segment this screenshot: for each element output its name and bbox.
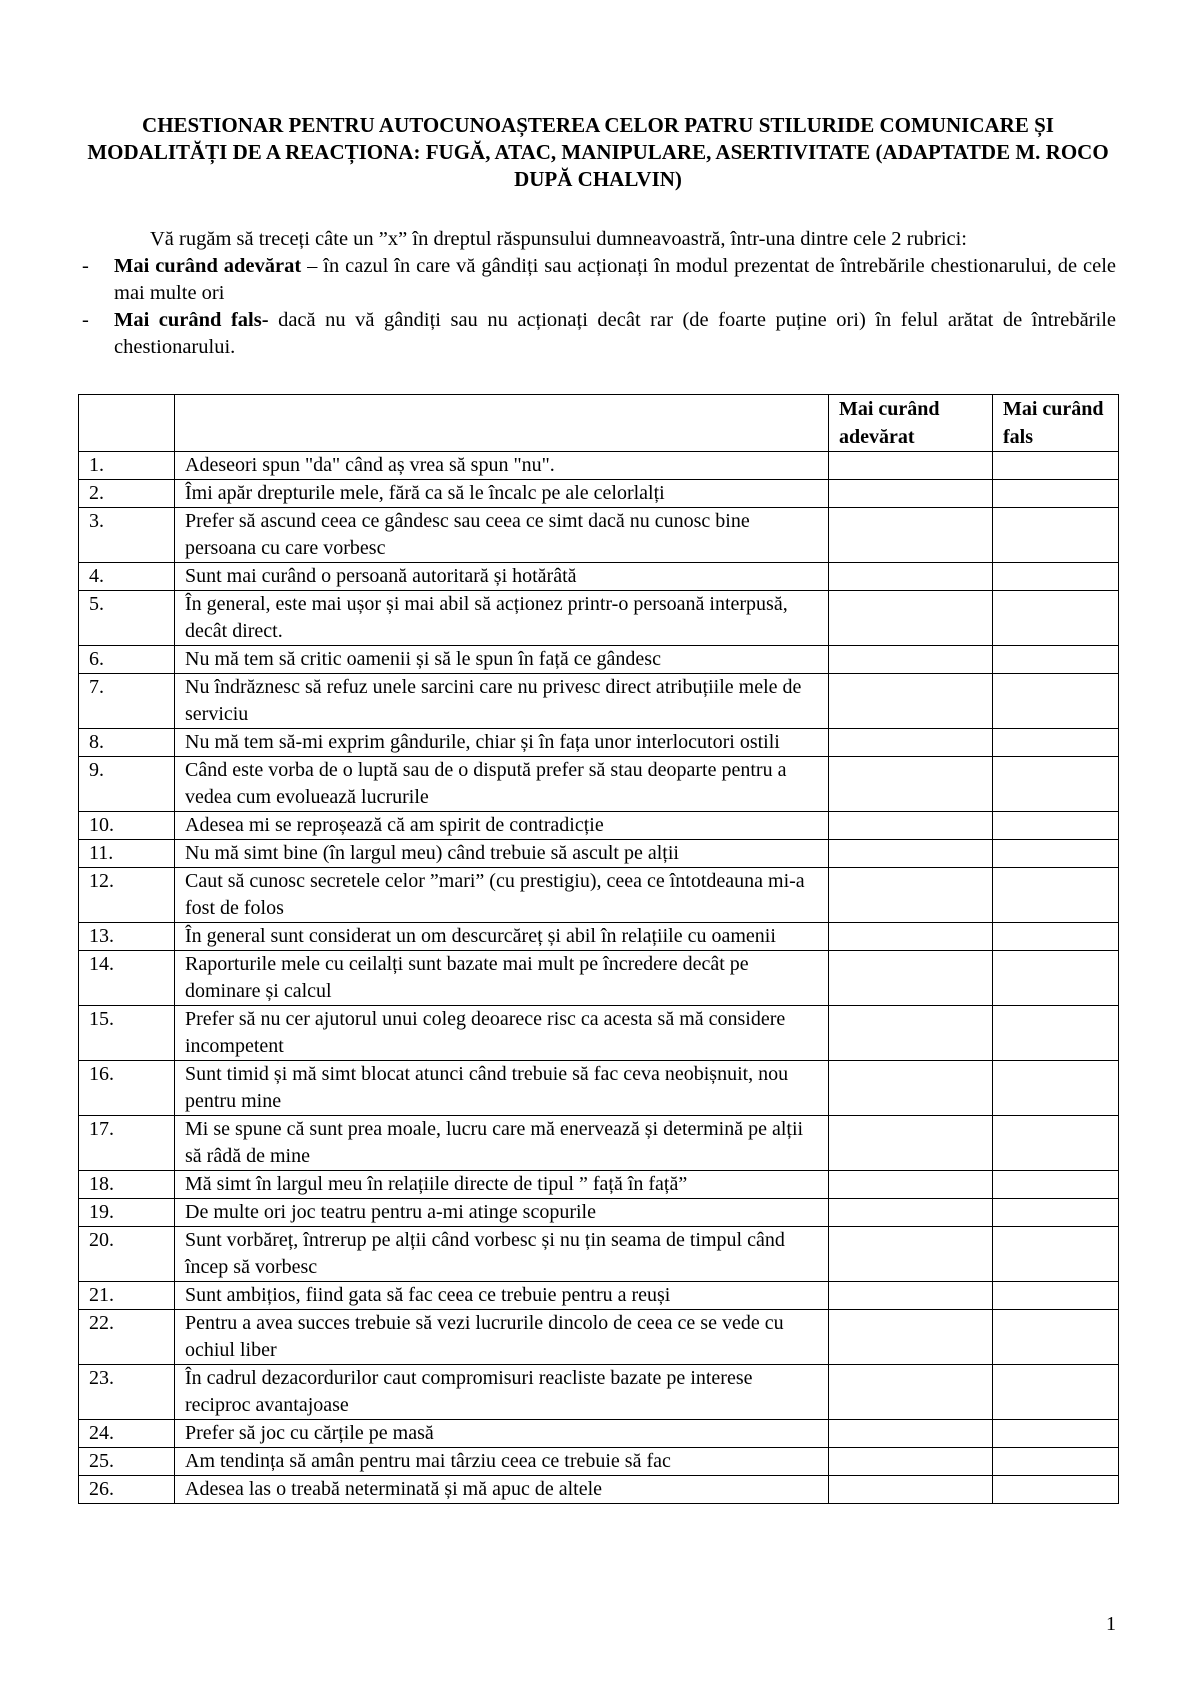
header-false: Mai curând fals (993, 395, 1119, 452)
table-row (79, 1448, 1119, 1476)
answer-false-cell[interactable] (993, 1310, 1119, 1365)
question-number: 9. (79, 757, 175, 812)
answer-true-cell[interactable] (829, 1227, 993, 1282)
answer-false-cell[interactable] (993, 1199, 1119, 1227)
question-number: 7. (79, 674, 175, 729)
table-row (79, 757, 1119, 812)
question-text: În general, este mai ușor și mai abil să acționez printr-o persoană interpusă, decât direct. (175, 591, 829, 646)
answer-true-cell[interactable] (829, 480, 993, 508)
bullet-label: Mai curând fals- (114, 309, 269, 331)
question-text: Pentru a avea succes trebuie să vezi lucrurile dincolo de ceea ce se vede cu ochiul liber (175, 1310, 829, 1365)
answer-false-cell[interactable] (993, 1116, 1119, 1171)
question-number: 15. (79, 1006, 175, 1061)
table-row (79, 1476, 1119, 1504)
answer-false-cell[interactable] (993, 646, 1119, 674)
answer-false-cell[interactable] (993, 508, 1119, 563)
table-row (79, 1365, 1119, 1420)
answer-false-cell[interactable] (993, 1282, 1119, 1310)
table-row (79, 729, 1119, 757)
question-number: 18. (79, 1171, 175, 1199)
document-title: CHESTIONAR PENTRU AUTOCUNOAȘTEREA CELOR PATRU STILURIDE COMUNICARE ȘI MODALITĂȚI DE A REACȚIONA: FUGĂ, ATAC, MANIPULARE, ASERTIVITATE (ADAPTATDE M. ROCO DUPĂ CHALVIN) (87, 113, 1109, 191)
table-row (79, 1282, 1119, 1310)
table-row (79, 1227, 1119, 1282)
answer-true-cell[interactable] (829, 840, 993, 868)
question-text: Îmi apăr drepturile mele, fără ca să le încalc pe ale celorlalți (175, 480, 829, 508)
question-text: Nu îndrăznesc să refuz unele sarcini care nu privesc direct atribuțiile mele de serviciu (175, 674, 829, 729)
table-row (79, 674, 1119, 729)
header-statement (175, 395, 829, 452)
table-header-row (79, 395, 1119, 452)
answer-true-cell[interactable] (829, 729, 993, 757)
answer-true-cell[interactable] (829, 1476, 993, 1504)
question-number: 24. (79, 1420, 175, 1448)
question-number: 12. (79, 868, 175, 923)
table-row (79, 452, 1119, 480)
bullet-dash: - (82, 255, 89, 277)
question-number: 10. (79, 812, 175, 840)
answer-false-cell[interactable] (993, 1420, 1119, 1448)
question-text: În general sunt considerat un om descurcăreț și abil în relațiile cu oamenii (175, 923, 829, 951)
table-row (79, 1420, 1119, 1448)
question-number: 4. (79, 563, 175, 591)
answer-false-cell[interactable] (993, 480, 1119, 508)
table-row (79, 480, 1119, 508)
bullet-text: – în cazul în care vă gândiți sau acționați în modul prezentat de întrebările chestionarului, de cele mai multe ori (114, 255, 1117, 304)
question-text: Sunt ambițios, fiind gata să fac ceea ce trebuie pentru a reuși (175, 1282, 829, 1310)
answer-true-cell[interactable] (829, 674, 993, 729)
answer-false-cell[interactable] (993, 1476, 1119, 1504)
question-text: Sunt mai curând o persoană autoritară și hotărâtă (175, 563, 829, 591)
answer-true-cell[interactable] (829, 1448, 993, 1476)
question-text: Mă simt în largul meu în relațiile directe de tipul ” față în față” (175, 1171, 829, 1199)
table-row (79, 840, 1119, 868)
question-text: Nu mă simt bine (în largul meu) când trebuie să ascult pe alții (175, 840, 829, 868)
question-number: 17. (79, 1116, 175, 1171)
answer-true-cell[interactable] (829, 1199, 993, 1227)
table-row (79, 1006, 1119, 1061)
question-number: 1. (79, 452, 175, 480)
table-row (79, 1061, 1119, 1116)
answer-false-cell[interactable] (993, 452, 1119, 480)
answer-false-cell[interactable] (993, 729, 1119, 757)
answer-false-cell[interactable] (993, 563, 1119, 591)
question-text: Prefer să nu cer ajutorul unui coleg deoarece risc ca acesta să mă considere incompetent (175, 1006, 829, 1061)
question-number: 16. (79, 1061, 175, 1116)
question-text: Nu mă tem să-mi exprim gândurile, chiar și în fața unor interlocutori ostili (175, 729, 829, 757)
table-row (79, 508, 1119, 563)
header-true: Mai curând adevărat (829, 395, 993, 452)
question-text: Raporturile mele cu ceilalți sunt bazate mai mult pe încredere decât pe dominare și calcul (175, 951, 829, 1006)
bullet-text: dacă nu vă gândiți sau nu acționați decât rar (de foarte puține ori) în felul arătat de întrebările chestionarului. (114, 309, 1116, 358)
answer-true-cell[interactable] (829, 1282, 993, 1310)
page-number: 1 (1106, 1613, 1116, 1635)
answer-true-cell[interactable] (829, 452, 993, 480)
answer-false-cell[interactable] (993, 1061, 1119, 1116)
answer-true-cell[interactable] (829, 1365, 993, 1420)
answer-false-cell[interactable] (993, 868, 1119, 923)
question-number: 5. (79, 591, 175, 646)
question-text: Adeseori spun "da" când aș vrea să spun "nu". (175, 452, 829, 480)
question-number: 22. (79, 1310, 175, 1365)
answer-false-cell[interactable] (993, 757, 1119, 812)
answer-true-cell[interactable] (829, 868, 993, 923)
table-row (79, 812, 1119, 840)
answer-false-cell[interactable] (993, 923, 1119, 951)
answer-false-cell[interactable] (993, 1365, 1119, 1420)
table-row (79, 1199, 1119, 1227)
answer-false-cell[interactable] (993, 812, 1119, 840)
table-row (79, 1310, 1119, 1365)
table-row (79, 868, 1119, 923)
answer-false-cell[interactable] (993, 1006, 1119, 1061)
question-number: 14. (79, 951, 175, 1006)
answer-false-cell[interactable] (993, 1171, 1119, 1199)
answer-false-cell[interactable] (993, 840, 1119, 868)
table-row (79, 1171, 1119, 1199)
answer-true-cell[interactable] (829, 812, 993, 840)
question-number: 8. (79, 729, 175, 757)
answer-false-cell[interactable] (993, 674, 1119, 729)
answer-true-cell[interactable] (829, 1061, 993, 1116)
question-number: 19. (79, 1199, 175, 1227)
question-text: Nu mă tem să critic oamenii și să le spun în față ce gândesc (175, 646, 829, 674)
answer-false-cell[interactable] (993, 1227, 1119, 1282)
question-text: Sunt timid și mă simt blocat atunci când trebuie să fac ceva neobișnuit, nou pentru mine (175, 1061, 829, 1116)
question-text: În cadrul dezacordurilor caut compromisuri reacliste bazate pe interese reciproc avantajoase (175, 1365, 829, 1420)
question-text: De multe ori joc teatru pentru a-mi atinge scopurile (175, 1199, 829, 1227)
answer-true-cell[interactable] (829, 923, 993, 951)
question-number: 11. (79, 840, 175, 868)
answer-true-cell[interactable] (829, 1420, 993, 1448)
question-text: Prefer să ascund ceea ce gândesc sau ceea ce simt dacă nu cunosc bine persoana cu care vorbesc (175, 508, 829, 563)
question-number: 3. (79, 508, 175, 563)
question-number: 26. (79, 1476, 175, 1504)
question-number: 6. (79, 646, 175, 674)
table-row (79, 646, 1119, 674)
bullet-dash: - (82, 309, 89, 331)
table-row (79, 923, 1119, 951)
answer-true-cell[interactable] (829, 951, 993, 1006)
answer-true-cell[interactable] (829, 1006, 993, 1061)
answer-true-cell[interactable] (829, 508, 993, 563)
question-number: 20. (79, 1227, 175, 1282)
table-row (79, 951, 1119, 1006)
question-number: 21. (79, 1282, 175, 1310)
answer-true-cell[interactable] (829, 563, 993, 591)
question-number: 2. (79, 480, 175, 508)
question-text: Mi se spune că sunt prea moale, lucru care mă enervează și determină pe alții să râdă de mine (175, 1116, 829, 1171)
answer-false-cell[interactable] (993, 1448, 1119, 1476)
answer-false-cell[interactable] (993, 591, 1119, 646)
answer-true-cell[interactable] (829, 646, 993, 674)
answer-true-cell[interactable] (829, 1171, 993, 1199)
bullet-false (78, 307, 1116, 361)
question-number: 23. (79, 1365, 175, 1420)
instructions (78, 226, 1116, 361)
question-text: Sunt vorbăreț, întrerup pe alții când vorbesc și nu țin seama de timpul când încep să vorbesc (175, 1227, 829, 1282)
bullet-true (78, 253, 1116, 307)
answer-true-cell[interactable] (829, 1310, 993, 1365)
question-number: 13. (79, 923, 175, 951)
question-text: Adesea las o treabă neterminată și mă apuc de altele (175, 1476, 829, 1504)
answer-false-cell[interactable] (993, 951, 1119, 1006)
question-text: Adesea mi se reproșează că am spirit de contradicție (175, 812, 829, 840)
question-text: Prefer să joc cu cărțile pe masă (175, 1420, 829, 1448)
bullet-label: Mai curând adevărat (114, 255, 302, 277)
instructions-paragraph: Vă rugăm să treceți câte un ”x” în dreptul răspunsului dumneavoastră, într-una dintre cele 2 rubrici: (150, 228, 968, 250)
question-text: Caut să cunosc secretele celor ”mari” (cu prestigiu), ceea ce întotdeauna mi-a fost de folos (175, 868, 829, 923)
header-number (79, 395, 175, 452)
question-number: 25. (79, 1448, 175, 1476)
answer-true-cell[interactable] (829, 1116, 993, 1171)
answer-true-cell[interactable] (829, 591, 993, 646)
table-body (79, 452, 1119, 1504)
table-row (79, 1116, 1119, 1171)
questionnaire-table (78, 394, 1119, 1504)
table-row (79, 591, 1119, 646)
table-row (79, 563, 1119, 591)
question-text: Când este vorba de o luptă sau de o dispută prefer să stau deoparte pentru a vedea cum evoluează lucrurile (175, 757, 829, 812)
question-text: Am tendința să amân pentru mai târziu ceea ce trebuie să fac (175, 1448, 829, 1476)
answer-true-cell[interactable] (829, 757, 993, 812)
